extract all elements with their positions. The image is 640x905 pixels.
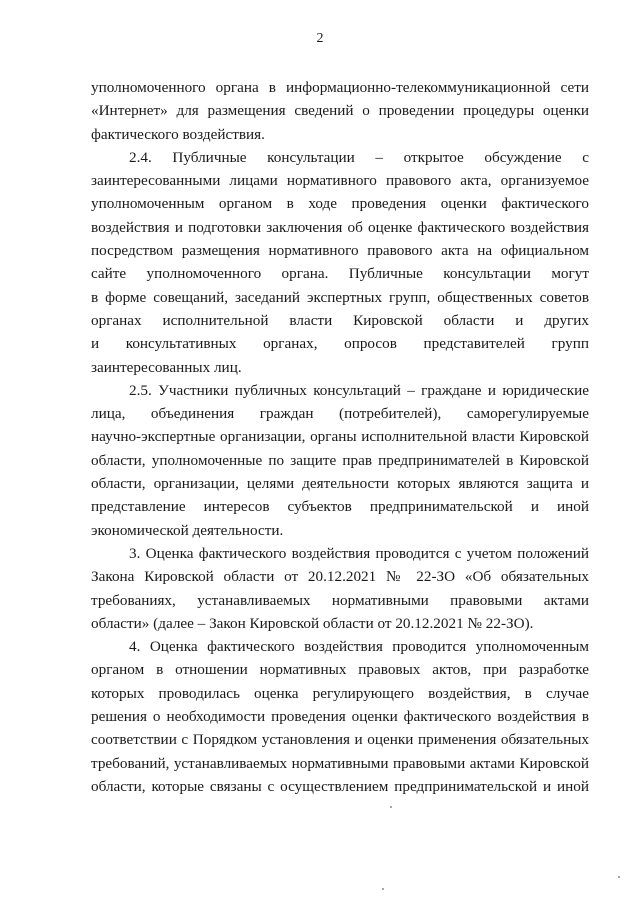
page-number: 2	[316, 31, 324, 46]
text-line: области, уполномоченные по защите прав предпринимателей в Кировской	[91, 451, 589, 469]
text-line: экономической деятельности.	[91, 521, 284, 539]
text-line: и консультативных органах, опросов представителей групп	[91, 335, 589, 353]
document-body	[91, 76, 589, 798]
text-line: в форме совещаний, заседаний экспертных групп, общественных советов	[91, 288, 589, 306]
text-line: органом в отношении нормативных правовых актов, при разработке	[91, 661, 589, 679]
text-line: требований, устанавливаемых нормативными правовыми актами Кировской	[91, 754, 589, 772]
text-line: «Интернет» для размещения сведений о проведении процедуры оценки	[91, 102, 589, 120]
paragraph	[91, 542, 589, 635]
text-line: заинтересованными лицами нормативного правового акта, организуемое	[91, 172, 589, 190]
text-line: воздействия и подготовки заключения об оценке фактического воздействия	[91, 218, 589, 236]
paragraph	[91, 635, 589, 798]
text-line: сайте уполномоченного органа. Публичные консультации могут	[91, 265, 589, 283]
text-line: Закона Кировской области от 20.12.2021 № 22-ЗО «Об обязательных	[91, 568, 589, 586]
text-line: 2.5. Участники публичных консультаций – граждане и юридические	[129, 381, 589, 399]
text-line: заинтересованных лиц.	[91, 358, 242, 376]
paragraph	[91, 379, 589, 542]
paragraph	[91, 146, 589, 379]
text-line: области, которые связаны с осуществлением предпринимательской и иной	[91, 777, 589, 795]
text-line: посредством размещения нормативного правового акта на официальном	[91, 242, 589, 260]
text-line: представление интересов субъектов предпринимательской и иной	[91, 498, 589, 516]
text-line: 2.4. Публичные консультации – открытое обсуждение с	[129, 148, 589, 166]
text-line: лица, объединения граждан (потребителей), саморегулируемые	[91, 405, 589, 423]
paragraph	[91, 76, 589, 146]
text-line: области, организации, целями деятельности которых являются защита и	[91, 475, 589, 493]
text-line: соответствии с Порядком установления и оценки применения обязательных	[91, 731, 589, 749]
text-line: 3. Оценка фактического воздействия проводится с учетом положений	[129, 544, 589, 562]
text-line: органах исполнительной власти Кировской области и других	[91, 311, 589, 329]
text-line: уполномоченного органа в информационно-телекоммуникационной сети	[91, 79, 589, 96]
scan-speck	[382, 888, 384, 890]
text-line: уполномоченным органом в ходе проведения оценки фактического	[91, 195, 589, 213]
text-line: области» (далее – Закон Кировской области от 20.12.2021 № 22-ЗО).	[91, 614, 534, 632]
text-line: 4. Оценка фактического воздействия проводится уполномоченным	[129, 638, 589, 656]
text-line: требованиях, устанавливаемых нормативными правовыми актами	[91, 591, 589, 609]
text-line: которых проводилась оценка регулирующего воздействия, в случае	[91, 684, 589, 702]
scan-speck	[390, 806, 392, 808]
scan-speck	[618, 876, 620, 878]
text-line: научно-экспертные организации, органы исполнительной власти Кировской	[91, 428, 589, 446]
text-line: решения о необходимости проведения оценки фактического воздействия в	[91, 708, 589, 726]
text-line: фактического воздействия.	[91, 125, 265, 143]
